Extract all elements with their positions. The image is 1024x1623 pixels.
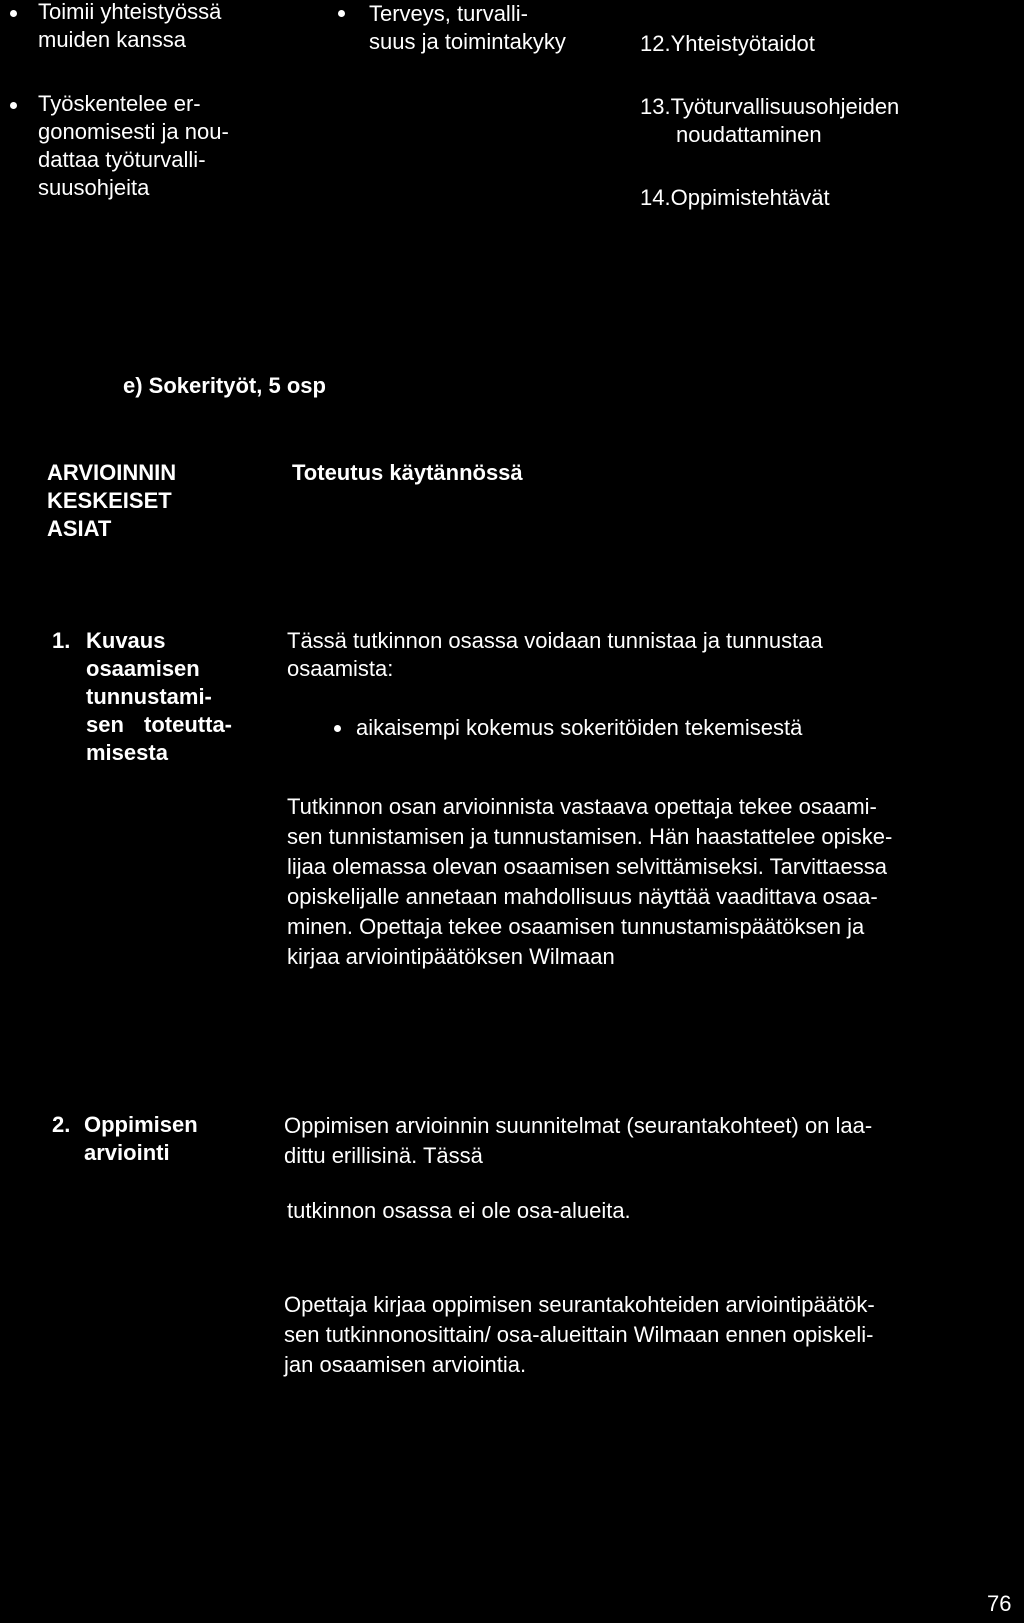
text-line: ASIAT — [47, 516, 112, 541]
text-line: Toimii yhteistyössä — [38, 0, 222, 24]
text-line: Yhteistyötaidot — [670, 31, 815, 56]
list-item — [38, 90, 229, 202]
list-item — [369, 0, 566, 56]
list-item — [640, 30, 815, 58]
text-line: opiskelijalle annetaan mahdollisuus näyttää vaadittava osaa- — [287, 884, 878, 909]
text-line: kirjaa arviointipäätöksen Wilmaan — [287, 944, 615, 969]
text-line: minen. Opettaja tekee osaamisen tunnustamispäätöksen ja — [287, 914, 865, 939]
text-line: ARVIOINNIN — [47, 460, 177, 485]
row-number: 2. — [52, 1112, 71, 1137]
row-paragraph-continued: tutkinnon osassa ei ole osa-alueita. — [287, 1198, 631, 1223]
header-left — [47, 459, 176, 543]
list-item — [640, 93, 899, 149]
text-line: muiden kanssa — [38, 27, 186, 52]
text-line: misesta — [86, 740, 168, 765]
text-line: Opettaja kirjaa oppimisen seurantakohteiden arviointipäätök- — [284, 1292, 875, 1317]
item-number: 12. — [640, 31, 671, 56]
bullet-icon — [334, 725, 341, 732]
text-line: lijaa olemassa olevan osaamisen selvittämiseksi. Tarvittaessa — [287, 854, 887, 879]
text-line: Terveys, turvalli- — [369, 1, 528, 26]
text-line: jan osaamisen arviointia. — [284, 1352, 527, 1377]
text-line: osaamista: — [287, 656, 394, 681]
text-line: suusohjeita — [38, 175, 150, 200]
header-right: Toteutus käytännössä — [292, 460, 523, 485]
text-line: dittu erillisinä. Tässä — [284, 1143, 483, 1168]
row-label — [86, 627, 266, 767]
text-line: noudattaminen — [676, 122, 822, 147]
row-paragraph — [284, 1111, 872, 1171]
text-line: Työturvallisuusohjeiden — [670, 94, 900, 119]
bullet-icon — [10, 102, 17, 109]
text-line: Tässä tutkinnon osassa voidaan tunnistaa ja tunnustaa — [287, 628, 823, 653]
list-item — [38, 0, 221, 54]
text-line: osaamisen — [86, 656, 200, 681]
text-line: sen tunnistamisen ja tunnustamisen. Hän haastattelee opiske- — [287, 824, 893, 849]
text-line: dattaa työturvalli- — [38, 147, 206, 172]
row-paragraph — [287, 792, 1015, 972]
text-line: tunnustami- — [86, 684, 212, 709]
bullet-icon — [10, 10, 17, 17]
text-line: sen toteutta- — [86, 712, 232, 737]
bullet-icon — [338, 10, 345, 17]
row-label — [84, 1111, 198, 1167]
section-title: e) Sokerityöt, 5 osp — [123, 373, 326, 398]
text-line: Tutkinnon osan arvioinnista vastaava opettaja tekee osaami- — [287, 794, 877, 819]
item-number: 13. — [640, 94, 671, 119]
list-item — [640, 184, 830, 212]
row-intro — [287, 627, 823, 683]
bullet-text: aikaisempi kokemus sokeritöiden tekemisestä — [356, 715, 803, 740]
text-line: arviointi — [84, 1140, 170, 1165]
text-line: Oppimistehtävät — [670, 185, 830, 210]
text-line: Kuvaus — [86, 628, 166, 653]
page-number: 76 — [987, 1591, 1012, 1616]
row-paragraph — [284, 1290, 875, 1380]
text-line: Oppimisen arvioinnin suunnitelmat (seurantakohteet) on laa- — [284, 1113, 873, 1138]
text-line: gonomisesti ja nou- — [38, 119, 229, 144]
row-number: 1. — [52, 628, 71, 653]
item-number: 14. — [640, 185, 671, 210]
text-line: sen tutkinnonosittain/ osa-alueittain Wilmaan ennen opiskeli- — [284, 1322, 874, 1347]
text-line: suus ja toimintakyky — [369, 29, 566, 54]
text-line: Työskentelee er- — [38, 91, 201, 116]
text-line: KESKEISET — [47, 488, 172, 513]
text-line: Oppimisen — [84, 1112, 198, 1137]
